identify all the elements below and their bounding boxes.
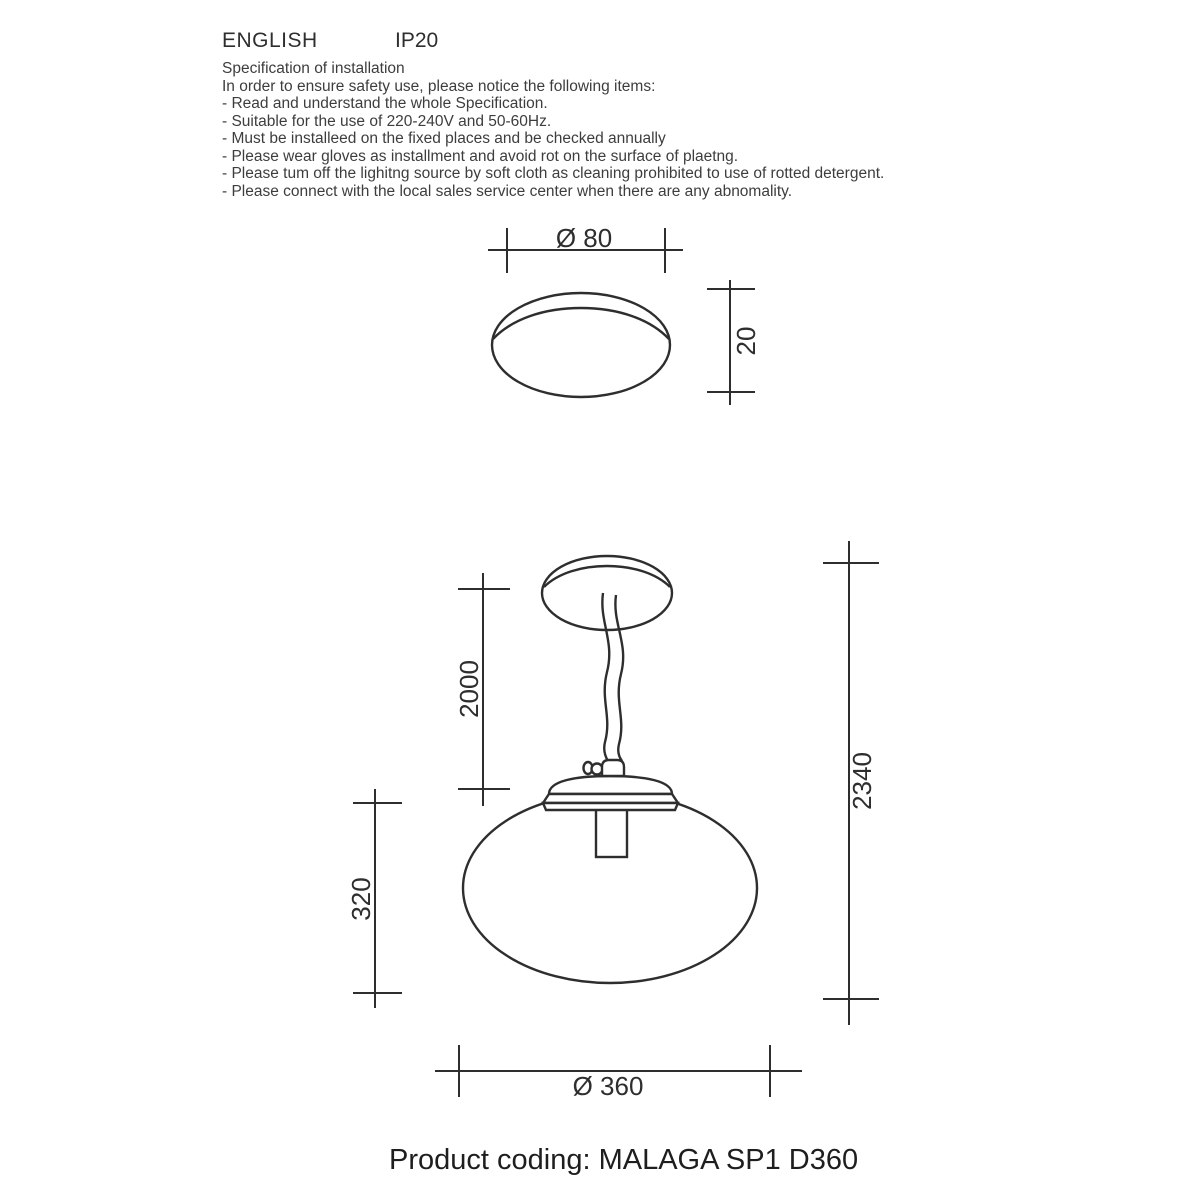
socket-tube [596,805,627,857]
canopy-top-view-drawing [488,223,761,405]
specification-intro: In order to ensure safety use, please notice the following items: [222,77,656,95]
pendant-side-view-drawing [346,541,879,1101]
total-height-dimension [823,541,879,1025]
specification-item: - Please tum off the lighitng source by soft cloth as cleaning prohibited to use of rotted detergent. [222,165,885,182]
cable-strain-relief [602,760,624,776]
shade-height-dimension [346,789,402,1008]
cable-length-label: 2000 [454,660,484,718]
specification-item: - Read and understand the whole Specification. [222,95,548,112]
specification-item: - Please wear gloves as installment and avoid rot on the surface of plaetng. [222,147,739,165]
product-coding: Product coding: MALAGA SP1 D360 [389,1144,859,1176]
canopy-diameter-label: Ø 80 [555,223,613,253]
canopy-disc-rim-arc [493,308,669,339]
language-title: ENGLISH [222,29,318,52]
specification-title: Specification of installation [222,60,405,77]
canopy-height-label: 20 [731,326,761,356]
ip-rating-label: IP20 [395,29,439,52]
canopy-diameter-dimension [488,223,683,273]
shade-diameter-dimension [435,1045,802,1101]
shade-height-label: 320 [346,877,376,921]
specification-item: - Please connect with the local sales service center when there are any abnomality. [222,182,793,200]
shade-holder-dome [549,776,672,794]
cable-length-dimension [454,573,510,806]
shade-diameter-label: Ø 360 [572,1071,644,1101]
canopy-height-dimension [707,280,761,405]
total-height-label: 2340 [847,752,877,810]
specification-item: - Suitable for the use of 220-240V and 50-60Hz. [222,112,552,130]
shade-holder-ring-lower [543,803,678,810]
shade-holder-ring-upper [543,794,678,803]
specification-item: - Must be installeed on the fixed places and be checked annually [222,130,666,147]
